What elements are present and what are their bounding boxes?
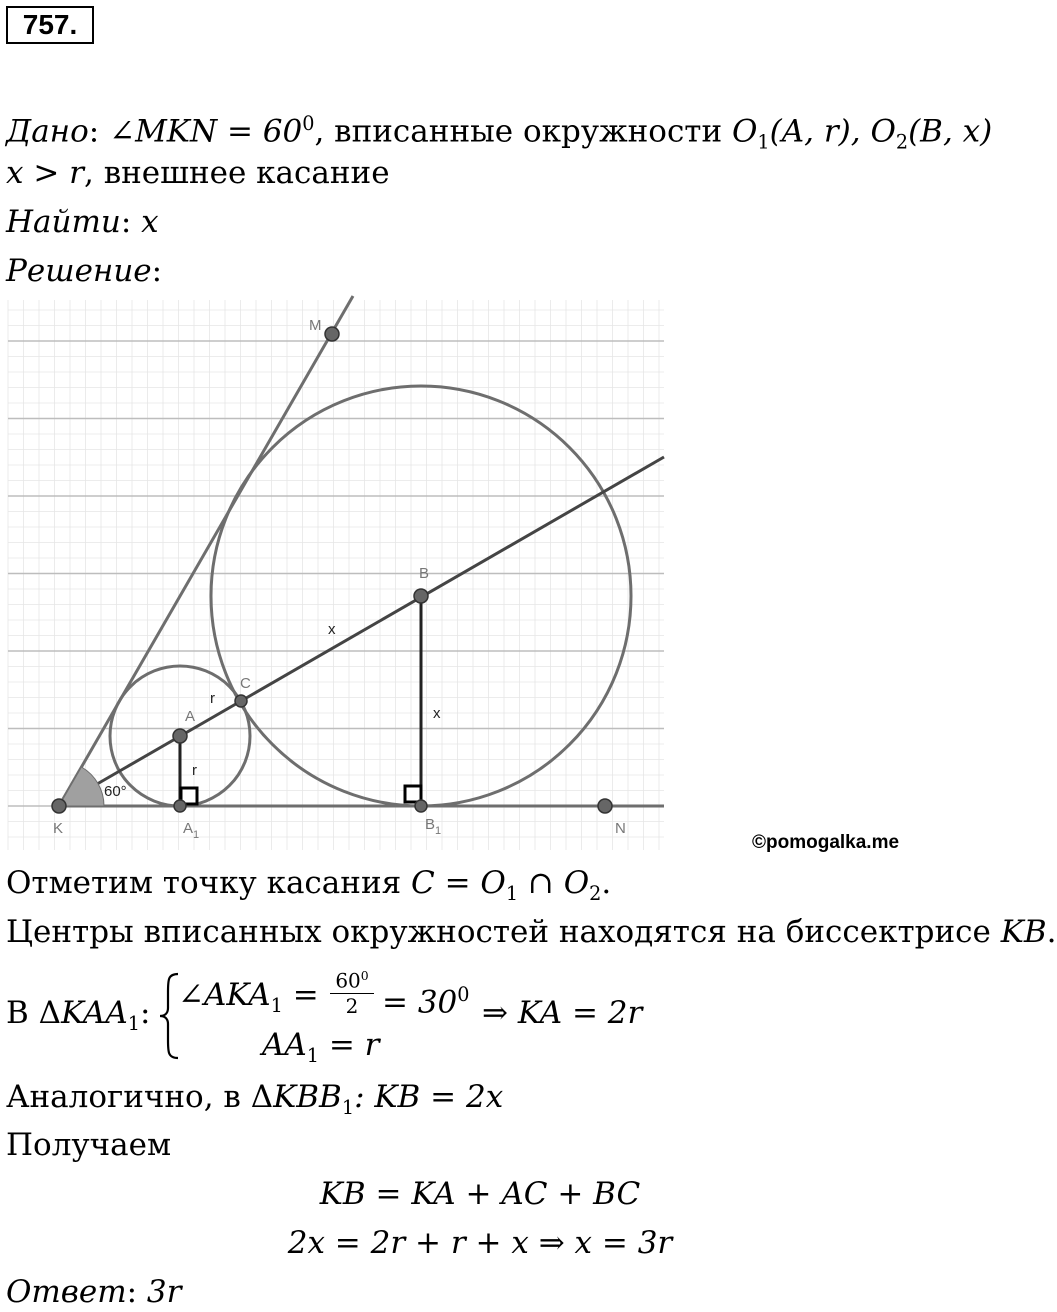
label-x-segment: x bbox=[328, 621, 336, 638]
problem-number: 757. bbox=[6, 6, 94, 44]
step-1-text: Отметим точку касания bbox=[6, 865, 412, 901]
step-3-thirty-sup: 0 bbox=[457, 983, 470, 1006]
given-circle-2-args: (B, x) bbox=[908, 113, 993, 150]
step-3-prefix-text: В Δ bbox=[6, 995, 62, 1031]
step-3-aa1-sub: 1 bbox=[306, 1044, 319, 1068]
equation-2: 2x = 2r + r + x ⇒ x = 3r bbox=[287, 1225, 673, 1261]
label-k: K bbox=[53, 820, 64, 837]
given-tangency: , внешнее касание bbox=[83, 155, 390, 191]
given-angle-sup: 0 bbox=[302, 112, 315, 135]
step-3-result-text: ⇒ KA = 2r bbox=[482, 995, 643, 1031]
step-2-end: . bbox=[1046, 914, 1057, 950]
find-value: x bbox=[141, 204, 159, 240]
step-3-line-2 bbox=[262, 1025, 380, 1076]
find-label: Найти bbox=[6, 204, 121, 240]
fraction-numerator bbox=[330, 964, 374, 994]
given-label: Дано bbox=[6, 113, 89, 150]
label-b1: $B_1$ bbox=[425, 816, 442, 837]
label-a1: $A_1$ bbox=[183, 820, 200, 841]
watermark: ©pomogalka.me bbox=[752, 832, 900, 853]
fraction-num-sup: 0 bbox=[360, 968, 369, 983]
step-1-mid: ∩ O bbox=[518, 865, 590, 901]
given-circle-1-args: (A, r), bbox=[769, 113, 871, 150]
step-5-text: Получаем bbox=[6, 1127, 172, 1163]
step-3-eq-r: = r bbox=[319, 1027, 380, 1063]
step-3-triangle: KAA bbox=[61, 995, 128, 1031]
given-circle-1-sub: 1 bbox=[757, 130, 770, 154]
step-3-fraction bbox=[330, 964, 374, 1018]
given-circle-2-sub: 2 bbox=[895, 130, 909, 154]
step-3-angle-sub: 1 bbox=[270, 994, 283, 1018]
given-circle-2: O bbox=[870, 113, 896, 150]
answer-label: Ответ bbox=[6, 1274, 127, 1310]
step-3-result bbox=[482, 993, 642, 1033]
label-r-segment: r bbox=[210, 690, 215, 707]
bisector-kb bbox=[59, 457, 664, 806]
given-circle-1: O bbox=[731, 113, 758, 150]
label-angle-60: 60° bbox=[104, 783, 127, 800]
step-4 bbox=[6, 1077, 503, 1128]
label-m: M bbox=[309, 317, 322, 334]
geometry-figure bbox=[0, 296, 668, 852]
solution-label: Решение bbox=[6, 253, 152, 289]
step-1-sub2: 2 bbox=[589, 882, 602, 906]
answer-value: 3r bbox=[146, 1274, 182, 1310]
step-3-thirty: = 30 bbox=[382, 984, 458, 1021]
fraction-denominator: 2 bbox=[345, 993, 359, 1018]
step-3-triangle-sub: 1 bbox=[127, 1012, 140, 1036]
given-inequality: x > r bbox=[6, 155, 84, 191]
step-2-text: Центры вписанных окружностей находятся на биссектрисе bbox=[6, 914, 1001, 950]
given-line-1: Дано: ∠MKN = $60^0$, вписанные окружности $O_1(A$, r), $O_2(B$, x) bbox=[6, 112, 993, 154]
point-c bbox=[235, 695, 247, 707]
label-a: A bbox=[185, 708, 196, 725]
step-1 bbox=[6, 863, 611, 914]
step-4-text: Аналогично, в Δ bbox=[6, 1079, 274, 1115]
step-3-eq: = bbox=[282, 977, 319, 1013]
label-c: C bbox=[240, 675, 251, 692]
step-3-prefix bbox=[6, 993, 150, 1044]
point-a1 bbox=[174, 800, 186, 812]
label-n: N bbox=[615, 820, 626, 837]
given-line-2 bbox=[6, 153, 390, 193]
label-b: B bbox=[419, 565, 430, 582]
step-4-triangle: KBB bbox=[273, 1079, 342, 1115]
solution-line: Решение: bbox=[6, 253, 163, 289]
step-3-aa1: AA bbox=[262, 1027, 307, 1063]
step-2 bbox=[6, 912, 1057, 952]
step-1-sub1: 1 bbox=[505, 882, 519, 906]
point-b bbox=[414, 589, 428, 603]
step-3-line-1 bbox=[178, 975, 319, 1026]
ray-km bbox=[59, 296, 353, 806]
find-line: Найти: x bbox=[6, 204, 159, 240]
angle-marker bbox=[59, 767, 104, 806]
given-text: , вписанные окружности bbox=[314, 113, 732, 150]
label-r-vertical: r bbox=[192, 762, 197, 779]
point-k bbox=[52, 799, 66, 813]
step-3-line-1-result bbox=[382, 975, 470, 1022]
step-1-math: C = O bbox=[411, 865, 506, 901]
point-a bbox=[173, 729, 187, 743]
step-1-end: . bbox=[601, 865, 612, 901]
step-2-math: KB bbox=[1000, 914, 1047, 950]
label-x-vertical: x bbox=[433, 705, 441, 722]
step-3-angle: ∠AKA bbox=[178, 977, 271, 1013]
point-m bbox=[325, 327, 339, 341]
step-4-math: : KB = 2x bbox=[354, 1079, 504, 1115]
step-4-triangle-sub: 1 bbox=[341, 1096, 355, 1120]
equation-1: KB = KA + AC + BC bbox=[319, 1176, 641, 1212]
fraction-num-value: 60 bbox=[335, 968, 361, 993]
answer-line: Ответ: 3r bbox=[6, 1274, 182, 1310]
grid bbox=[8, 300, 664, 850]
step-3-colon: : bbox=[139, 995, 151, 1031]
point-n bbox=[598, 799, 612, 813]
step-5 bbox=[6, 1125, 171, 1165]
right-angle-b1 bbox=[405, 786, 421, 802]
given-angle: ∠MKN = 60 bbox=[109, 113, 303, 150]
point-b1 bbox=[415, 800, 427, 812]
